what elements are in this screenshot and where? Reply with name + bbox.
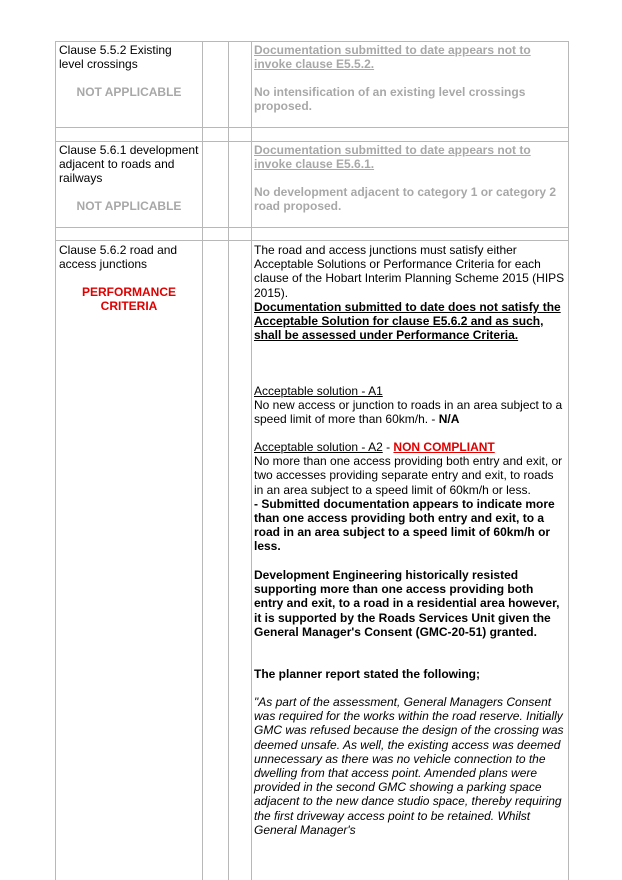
table-border-right bbox=[568, 41, 569, 880]
a2-bold-text: - Submitted documentation appears to indicate more than one access providing both entry and exit, to a road in an area subject to a speed limit of 60km/h or less. bbox=[254, 496, 555, 554]
assessment-text: Documentation submitted to date appears not to invoke clause E5.6.1. bbox=[254, 143, 531, 172]
column-divider bbox=[228, 41, 229, 880]
clause-label: Clause 5.6.2 road and access junctions bbox=[59, 243, 178, 272]
a2-text: No more than one access providing both entry and exit, or two accesses providing separate entry and exit, to roads in an area subject to a speed limit of 60km/h or less. bbox=[254, 454, 563, 497]
a1-text: No new access or junction to roads in an area subject to a speed limit of more than 60km/h. - bbox=[254, 398, 563, 427]
intro-bold-text: Documentation submitted to date does not satisfy the Acceptable Solution for clause E5.6.2 and as such, shall be assessed under Performance Criteria. bbox=[254, 299, 561, 343]
column-divider bbox=[202, 41, 203, 880]
row-divider bbox=[55, 127, 569, 128]
assessment-text: Documentation submitted to date appears not to invoke clause E5.5.2. bbox=[254, 43, 531, 72]
table-border-left bbox=[55, 41, 56, 880]
column-divider bbox=[251, 41, 252, 880]
status-badge: PERFORMANCE CRITERIA bbox=[81, 285, 176, 314]
a1-block bbox=[254, 384, 566, 427]
a2-block bbox=[254, 440, 566, 554]
assessment-text bbox=[254, 243, 566, 342]
assessment-text: No development adjacent to category 1 or category 2 road proposed. bbox=[254, 185, 557, 214]
row-divider bbox=[55, 141, 569, 142]
table-border-top bbox=[55, 41, 569, 42]
row-divider bbox=[55, 240, 569, 241]
a2-separator: - bbox=[382, 440, 394, 454]
status-badge: NOT APPLICABLE bbox=[76, 85, 182, 99]
assessment-text: No intensification of an existing level crossings proposed. bbox=[254, 85, 526, 114]
intro-text: The road and access junctions must satisfy either Acceptable Solutions or Performance Criteria for each clause of the Hobart Interim Planning Scheme 2015 (HIPS 2015). bbox=[254, 243, 565, 300]
planner-text: The planner report stated the following; bbox=[254, 667, 481, 681]
a1-result: N/A bbox=[438, 412, 460, 427]
a1-heading: Acceptable solution - A1 bbox=[254, 384, 383, 398]
clause-label: Clause 5.6.1 development adjacent to roads and railways bbox=[59, 143, 199, 186]
clause-label: Clause 5.5.2 Existing level crossings bbox=[59, 43, 172, 72]
a2-heading: Acceptable solution - A2 bbox=[254, 440, 383, 454]
a2-result: NON COMPLIANT bbox=[393, 440, 495, 454]
planner-quote: "As part of the assessment, General Managers Consent was required for the works within the road reserve. Initially GMC was refused because the design of the crossing was deemed unsafe. As well, the existing access was deemed unnecessary as there was no vehicle connection to the dwelling from that access point. Amended plans were provided in the second GMC showing a parking space adjacent to the new dance studio space, thereby requiring the first driveway access point to be retained. Whilst General Manager's bbox=[254, 695, 564, 837]
status-badge: NOT APPLICABLE bbox=[76, 199, 182, 213]
dev-eng-text: Development Engineering historically resisted supporting more than one access providing both entry and exit, to a road in a residential area however, it is supported by the Roads Services Unit given the General Manager's Consent (GMC-20-51) granted. bbox=[254, 568, 560, 639]
row-divider bbox=[55, 227, 569, 228]
